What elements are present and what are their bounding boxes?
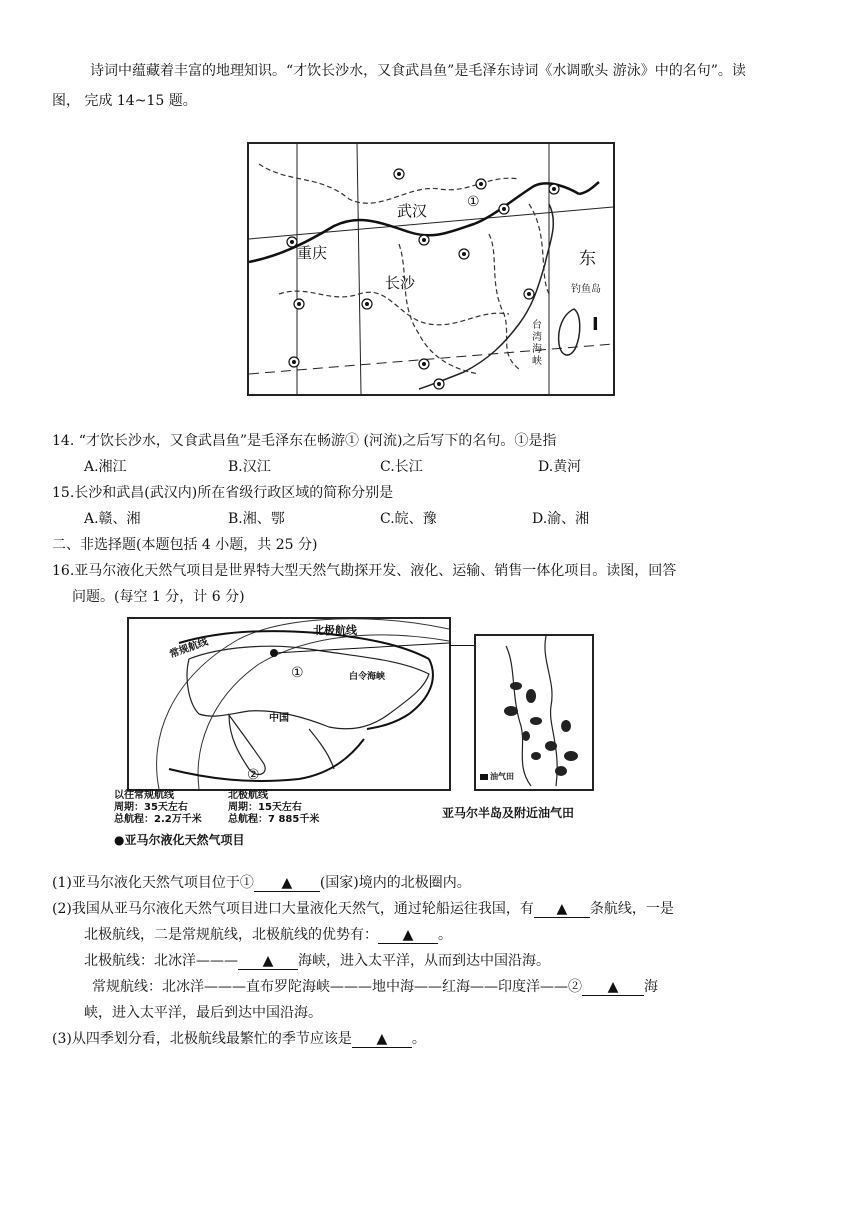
q15-stem: 15.长沙和武昌(武汉内)所在省级行政区域的简称分别是 [52, 485, 394, 501]
yamal-peninsula-map [474, 634, 594, 791]
label-taiwan-strait: 台湾海峡 [532, 320, 542, 367]
q16-part-2-line-1 [52, 899, 674, 919]
q16-part-2-text-5: 北极航线：北冰洋——— [84, 953, 238, 969]
q16-part-2-text-1: (2)我国从亚马尔液化天然气项目进口大量液化天然气，通过轮船运往我国，有 [52, 901, 534, 917]
label-river-1: ① [467, 194, 480, 210]
section-2-title: 二、非选择题(本题包括 4 小题，共 25 分) [52, 537, 318, 553]
label-dong: 东 [579, 249, 596, 269]
q15-option-d: D.渝、湘 [532, 511, 590, 527]
label-changsha: 长沙 [385, 274, 416, 292]
label-bering-strait: 白令海峡 [349, 672, 386, 682]
central-china-map-drawing [249, 144, 613, 394]
q16-part-2-line-4 [92, 977, 658, 997]
label-arctic-route: 北极航线 [313, 624, 357, 637]
arctic-route-info-2: 周期：15天左右 [228, 802, 302, 813]
q16-part-1 [52, 873, 471, 893]
label-diaoyu: 钓鱼岛 [571, 284, 601, 295]
intro-line-1: 诗词中蕴藏着丰富的地理知识。“才饮长沙水，又食武昌鱼”是毛泽东诗词《水调歌头 游泳》中的名句”。读 [90, 63, 746, 79]
q16-part-2-line-2 [84, 925, 452, 945]
map-connector [449, 645, 476, 646]
q14-options [0, 457, 860, 477]
q16-part-2-line-5: 峡，进入太平洋，最后到达中国沿海。 [84, 1005, 322, 1021]
q15-option-b: B.湘、鄂 [228, 511, 285, 527]
map3-caption: 亚马尔半岛及附近油气田 [442, 806, 575, 820]
q16-part-2-text-7: 常规航线：北冰洋———直布罗陀海峡———地中海——红海——印度洋——② [92, 979, 582, 995]
q16-part-2-text-2: 条航线，一是 [589, 901, 674, 917]
q16-part-2-line-3 [84, 951, 550, 971]
label-chongqing: 重庆 [297, 244, 328, 262]
central-china-map [247, 142, 615, 396]
map2-caption: ●亚马尔液化天然气项目 [114, 833, 245, 847]
q16-part-2-text-4: 。 [438, 927, 452, 943]
answer-blank-strait-regular[interactable]: ▲ [582, 979, 644, 996]
q14-stem: 14. “才饮长沙水，又食武昌鱼”是毛泽东在畅游① (河流)之后写下的名句。①是指 [52, 433, 557, 449]
q16-stem-line-2: 问题。(每空 1 分，计 6 分) [72, 589, 245, 605]
q15-option-a: A.赣、湘 [84, 511, 141, 527]
q14-option-c: C.长江 [380, 459, 423, 475]
q14-option-a: A.湘江 [84, 459, 127, 475]
arctic-route-info-1: 北极航线 [228, 790, 268, 801]
q14-option-d: D.黄河 [538, 459, 582, 475]
answer-blank-strait-arctic[interactable]: ▲ [238, 953, 298, 970]
yamal-peninsula-drawing [476, 636, 592, 789]
q16-part-2-text-6: 海峡，进入太平洋，从而到达中国沿海。 [298, 953, 550, 969]
answer-blank-advantage[interactable]: ▲ [378, 927, 438, 944]
regular-route-info-3: 总航程：2.2万千米 [114, 814, 202, 825]
answer-blank-season[interactable]: ▲ [352, 1031, 412, 1048]
label-china: 中国 [269, 713, 289, 724]
intro-line-2: 图， 完成 14~15 题。 [52, 93, 197, 109]
q16-part-1-text-before: (1)亚马尔液化天然气项目位于① [52, 875, 254, 891]
q16-part-3-text-after: 。 [411, 1031, 426, 1047]
shipping-routes-map [127, 617, 451, 791]
label-region-2: ② [247, 767, 260, 783]
answer-blank-route-count[interactable]: ▲ [534, 901, 590, 918]
q16-part-2-text-8: 海 [644, 979, 658, 995]
q16-part-3-text-before: (3)从四季划分看，北极航线最繁忙的季节应该是 [52, 1031, 352, 1047]
label-region-1: ① [291, 665, 304, 681]
q14-option-b: B.汉江 [228, 459, 271, 475]
regular-route-info-1: 以往常规航线 [114, 790, 174, 801]
label-wuhan: 武汉 [397, 202, 428, 220]
q16-stem-line-1: 16.亚马尔液化天然气项目是世界特大型天然气勘探开发、液化、运输、销售一体化项目。读图，回答 [52, 563, 677, 579]
q16-part-2-text-3: 北极航线，二是常规航线，北极航线的优势有： [84, 927, 378, 943]
q15-options [0, 509, 860, 529]
answer-blank-country[interactable]: ▲ [254, 875, 320, 892]
q16-part-1-text-after: (国家)境内的北极圈内。 [319, 875, 471, 891]
label-regular-route: 常规航线 [168, 636, 210, 661]
q16-part-3 [52, 1029, 426, 1049]
arctic-route-info-3: 总航程：7 885千米 [228, 814, 320, 825]
q15-option-c: C.皖、豫 [380, 511, 437, 527]
shipping-routes-drawing [129, 619, 449, 789]
label-roman-one: I [592, 314, 599, 335]
legend-oil-gas-field: 油气田 [490, 772, 514, 781]
regular-route-info-2: 周期：35天左右 [114, 802, 188, 813]
